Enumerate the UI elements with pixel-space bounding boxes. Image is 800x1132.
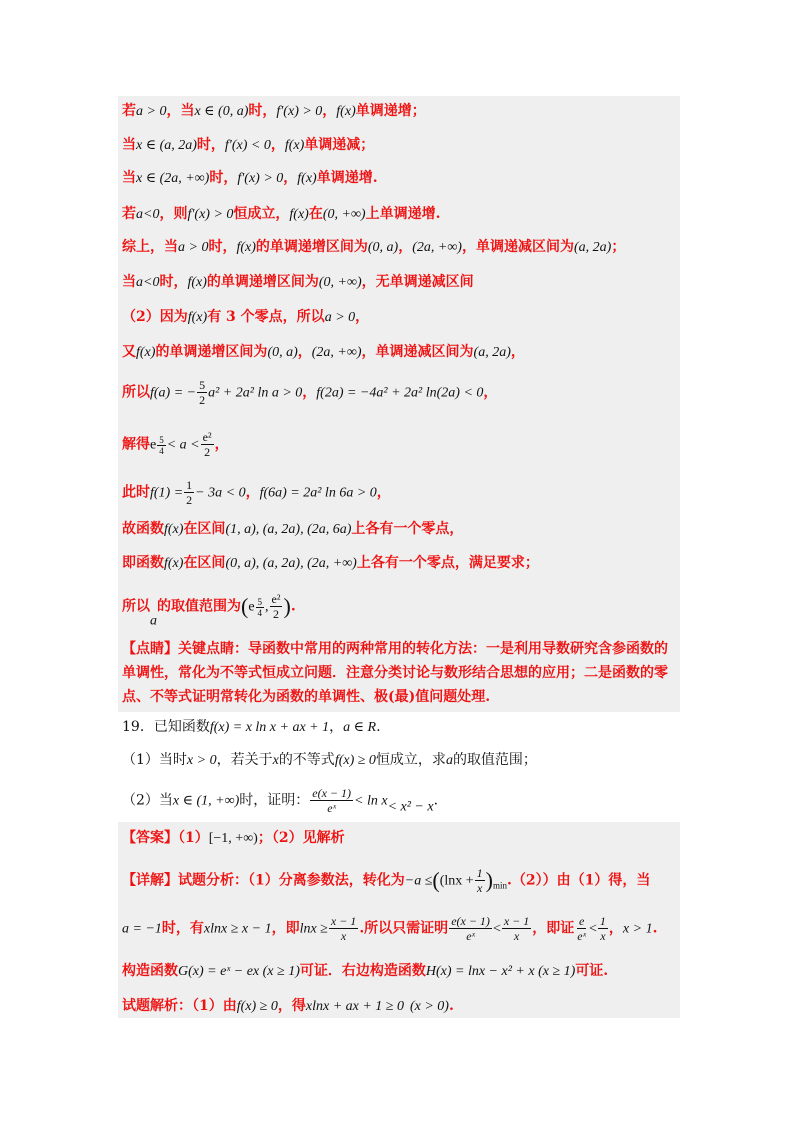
text: 的单调递增区间为 bbox=[206, 274, 319, 290]
text: 有 3 个零点，所以 bbox=[207, 309, 325, 325]
text: ， bbox=[376, 484, 391, 501]
math: a bbox=[150, 613, 157, 629]
detail-line-1 bbox=[122, 866, 650, 896]
text: ， bbox=[398, 239, 413, 255]
math: (0, a) bbox=[267, 345, 298, 360]
math: a<0 bbox=[136, 275, 160, 290]
math: x bbox=[272, 753, 279, 768]
text: 可证．右边构造函数 bbox=[299, 963, 426, 979]
text: 又 bbox=[122, 344, 136, 360]
fraction bbox=[575, 914, 588, 943]
math: (lnx + bbox=[439, 873, 474, 889]
denominator: eˣ bbox=[327, 801, 336, 815]
denominator: eˣ bbox=[466, 929, 475, 943]
solution-line-1 bbox=[122, 100, 426, 123]
text: 单调递增； bbox=[355, 103, 426, 119]
text: ，若关于 bbox=[216, 752, 273, 768]
paren-left: ( bbox=[241, 593, 249, 619]
math: f′(x) > 0 bbox=[276, 104, 323, 119]
text: 时， bbox=[196, 137, 225, 153]
text: 单调递减； bbox=[304, 137, 375, 153]
fraction bbox=[502, 914, 531, 943]
math: f(x) bbox=[187, 275, 207, 290]
solution-line-4 bbox=[122, 203, 440, 226]
denominator: 4 bbox=[257, 607, 263, 618]
fraction bbox=[598, 914, 608, 943]
text: ， bbox=[355, 309, 370, 325]
math: f(x) bbox=[289, 207, 309, 222]
math: a<0 bbox=[136, 207, 160, 222]
math: e bbox=[248, 599, 255, 615]
text: ，单调递减区间为 bbox=[361, 344, 474, 360]
exponent-fraction bbox=[256, 597, 265, 618]
math: < bbox=[492, 921, 501, 937]
numerator: 1 bbox=[599, 914, 606, 928]
text: 即函数 bbox=[122, 555, 164, 571]
denominator: 4 bbox=[159, 445, 164, 456]
math: x ∈ (a, 2a) bbox=[136, 138, 197, 153]
text: 综上，当 bbox=[122, 239, 178, 255]
text: ，则 bbox=[159, 206, 188, 222]
remark-line-2: 单调性，常化为不等式恒成立问题．注意分类讨论与数形结合思想的应用；二是函数的零 bbox=[122, 665, 668, 681]
math: x > 0 bbox=[186, 753, 217, 768]
math: H(x) = lnx − x² + x (x ≥ 1) bbox=[425, 964, 576, 979]
fraction bbox=[475, 866, 485, 895]
text: ；（2）见解析 bbox=[257, 830, 345, 846]
text: ， bbox=[283, 170, 298, 186]
text: ， bbox=[214, 436, 229, 453]
solution-line-6 bbox=[122, 271, 474, 294]
numerator: 5 bbox=[199, 378, 206, 392]
math: (2a, +∞) bbox=[311, 345, 362, 360]
math: f′(x) < 0 bbox=[224, 138, 271, 153]
remark-line-3: 点、不等式证明常转化为函数的单调性、极(最)值问题处理. bbox=[122, 689, 491, 705]
text: . bbox=[376, 719, 381, 735]
text: ， bbox=[302, 384, 317, 401]
text: 当 bbox=[122, 170, 136, 186]
math: f′(x) > 0 bbox=[187, 207, 234, 222]
math: f(x) bbox=[164, 522, 184, 537]
math: f(a) = − bbox=[150, 385, 197, 401]
math: −a ≤ bbox=[404, 873, 433, 889]
numerator: e² bbox=[271, 592, 281, 606]
text: 构造函数 bbox=[122, 963, 178, 979]
text: ，即 bbox=[271, 920, 300, 937]
numerator: e bbox=[578, 914, 585, 928]
solution-line-13 bbox=[122, 552, 539, 575]
math: x ∈ (0, a) bbox=[194, 104, 249, 119]
text: 上各有一个零点， bbox=[351, 521, 464, 537]
math: (0, a), (a, 2a), (2a, +∞) bbox=[225, 556, 357, 571]
solution-line-9 bbox=[122, 378, 497, 407]
numerator: x − 1 bbox=[330, 914, 357, 928]
text: ，无单调递减区间 bbox=[361, 274, 474, 290]
text: 上单调递增. bbox=[365, 206, 441, 222]
text: 的不等式 bbox=[278, 752, 335, 768]
math: f(x) bbox=[336, 104, 356, 119]
numerator: x − 1 bbox=[503, 914, 530, 928]
math: (2a, +∞) bbox=[412, 240, 462, 255]
math: < a < bbox=[166, 437, 200, 453]
denominator: x bbox=[477, 881, 483, 895]
text: ， bbox=[270, 137, 285, 153]
math: [−1, +∞) bbox=[208, 831, 258, 846]
math: (0, +∞) bbox=[322, 207, 366, 222]
numerator: 5 bbox=[159, 434, 164, 445]
text: 故函数 bbox=[122, 521, 164, 537]
math: f(x) bbox=[164, 556, 184, 571]
text: 在区间 bbox=[183, 555, 226, 571]
text: （1）当时 bbox=[122, 752, 187, 768]
paren-right: ) bbox=[283, 593, 291, 619]
math: (x > 0) bbox=[409, 999, 449, 1014]
fraction bbox=[201, 430, 214, 459]
text: 时， bbox=[208, 239, 237, 255]
denominator: x bbox=[600, 929, 606, 943]
text: . bbox=[652, 920, 658, 937]
math: f(2a) = −4a² + 2a² ln(2a) < 0 bbox=[316, 385, 484, 401]
text: 的单调递增区间为 bbox=[155, 344, 268, 360]
math: (a, 2a) bbox=[473, 345, 511, 360]
math: − 3a < 0 bbox=[195, 485, 246, 501]
text: 若 bbox=[122, 206, 136, 222]
math: f(x) bbox=[284, 138, 305, 153]
math: < ln x bbox=[354, 793, 388, 809]
paren-right: ) bbox=[485, 867, 493, 893]
fraction bbox=[184, 478, 194, 507]
text: 时， bbox=[209, 170, 238, 186]
fraction bbox=[197, 378, 207, 407]
solution-line-7 bbox=[122, 306, 369, 329]
denominator: x bbox=[513, 929, 520, 943]
text: 单调递增. bbox=[316, 170, 378, 186]
text: （2）当 bbox=[122, 792, 173, 809]
detail-line-2 bbox=[122, 914, 657, 943]
paren-left: ( bbox=[432, 867, 440, 893]
math: x ∈ (2a, +∞) bbox=[136, 171, 210, 186]
math: a > 0 bbox=[324, 310, 356, 325]
denominator: 2 bbox=[204, 445, 211, 459]
math: f(1) = bbox=[150, 485, 184, 501]
text: ， bbox=[483, 384, 498, 401]
math: (0, a) bbox=[367, 240, 399, 255]
text: ， bbox=[510, 344, 525, 360]
numerator: 1 bbox=[186, 478, 193, 492]
solution-line-14 bbox=[122, 592, 296, 633]
text: 试题解析：（1）由 bbox=[122, 998, 237, 1014]
solution-line-8 bbox=[122, 341, 525, 364]
math: lnx ≥ bbox=[299, 921, 328, 937]
solution-line-12 bbox=[122, 518, 463, 541]
math: (1, a), (a, 2a), (2a, 6a) bbox=[225, 522, 352, 537]
denominator: 2 bbox=[186, 493, 193, 507]
math: a ∈ R bbox=[343, 720, 377, 735]
math: x > 1 bbox=[622, 921, 653, 937]
text: 恒成立，求 bbox=[375, 752, 446, 768]
text: . bbox=[290, 598, 296, 615]
denominator: eˣ bbox=[577, 929, 586, 943]
question-part-2 bbox=[122, 786, 438, 819]
math: x ∈ (1, +∞) bbox=[172, 793, 240, 809]
fraction bbox=[329, 914, 358, 943]
subscript: min bbox=[493, 880, 508, 891]
solution-line-3 bbox=[122, 167, 378, 190]
math: f(x) ≥ 0 bbox=[236, 999, 278, 1014]
text: ， bbox=[608, 920, 623, 937]
remark-line-1: 【点睛】关键点睛：导函数中常用的两种常用的转化方法：一是利用导数研究含参函数的 bbox=[122, 641, 668, 657]
math: a = −1 bbox=[122, 921, 162, 937]
text: 当 bbox=[122, 274, 136, 290]
math: < bbox=[589, 921, 597, 937]
text: ， bbox=[245, 484, 260, 501]
math: f′(x) > 0 bbox=[237, 171, 284, 186]
math: a bbox=[445, 753, 453, 768]
text: 时，有 bbox=[161, 920, 204, 937]
text: 所以 bbox=[122, 384, 150, 401]
math: e bbox=[150, 437, 157, 453]
numerator: e² bbox=[202, 430, 212, 444]
numerator: 1 bbox=[476, 866, 483, 880]
math: f(x) bbox=[236, 240, 256, 255]
numerator: e(x − 1) bbox=[451, 914, 490, 928]
text: . bbox=[433, 792, 439, 809]
answer-line bbox=[122, 827, 345, 850]
text: ， bbox=[322, 103, 337, 119]
math: f(x) bbox=[187, 310, 208, 325]
text: 【详解】试题分析：（1）分离参数法，转化为 bbox=[122, 872, 405, 889]
fraction bbox=[270, 592, 283, 621]
math: f(x) = x ln x + ax + 1 bbox=[209, 720, 330, 735]
solution-line-2 bbox=[122, 134, 374, 157]
text: 在 bbox=[308, 206, 323, 222]
text: ，当 bbox=[166, 103, 195, 119]
math: , bbox=[265, 599, 269, 615]
text: 在区间 bbox=[183, 521, 226, 537]
text: ， bbox=[297, 344, 312, 360]
text: ，单调递减区间为 bbox=[461, 239, 574, 255]
math: a² + 2a² ln a > 0 bbox=[208, 385, 303, 401]
text: ，即证 bbox=[532, 920, 575, 937]
construct-line bbox=[122, 960, 608, 983]
solution-analysis-line bbox=[122, 995, 454, 1018]
denominator: 2 bbox=[199, 393, 206, 407]
text: 当 bbox=[122, 137, 136, 153]
text: （2）因为 bbox=[122, 309, 188, 325]
text: 19．已知函数 bbox=[122, 719, 210, 735]
solution-line-5 bbox=[122, 236, 625, 259]
math: xlnx ≥ x − 1 bbox=[203, 921, 272, 937]
text: 若 bbox=[122, 103, 136, 119]
text: 可证. bbox=[575, 963, 609, 979]
text: 时， bbox=[159, 274, 188, 290]
math: < x² − x bbox=[387, 799, 434, 815]
text: 解得 bbox=[122, 436, 150, 453]
fraction bbox=[310, 786, 353, 815]
text: 的取值范围； bbox=[452, 752, 537, 768]
text: 上各有一个零点，满足要求； bbox=[356, 555, 539, 571]
math: xlnx + ax + 1 ≥ 0 bbox=[305, 999, 404, 1014]
numerator: 5 bbox=[257, 596, 263, 607]
math: a > 0 bbox=[136, 104, 167, 119]
math: f(x) ≥ 0 bbox=[334, 753, 376, 768]
text: 【答案】（1） bbox=[122, 830, 209, 846]
math: f(x) bbox=[297, 171, 317, 186]
text: 的取值范围为 bbox=[157, 598, 241, 615]
denominator: x bbox=[340, 929, 347, 943]
text: 恒成立， bbox=[233, 206, 290, 222]
math: (a, 2a) bbox=[573, 240, 612, 255]
solution-line-11 bbox=[122, 478, 391, 507]
math: (0, +∞) bbox=[318, 275, 362, 290]
numerator: e(x − 1) bbox=[312, 786, 352, 800]
denominator: 2 bbox=[273, 607, 280, 621]
math: f(x) bbox=[136, 345, 156, 360]
math: a > 0 bbox=[178, 240, 209, 255]
text: ； bbox=[611, 239, 626, 255]
text: ，得 bbox=[277, 998, 306, 1014]
text: .（2））由（1）得，当 bbox=[507, 872, 651, 889]
math: G(x) = eˣ − ex (x ≥ 1) bbox=[178, 964, 300, 979]
question-part-1 bbox=[122, 749, 537, 772]
solution-line-10 bbox=[122, 430, 229, 459]
text: 此时 bbox=[122, 484, 150, 501]
fraction bbox=[449, 914, 492, 943]
text: 时，证明： bbox=[239, 792, 310, 809]
math: f(6a) = 2a² ln 6a > 0 bbox=[259, 485, 377, 501]
text: .所以只需证明 bbox=[359, 920, 449, 937]
exponent-fraction bbox=[157, 435, 166, 456]
text: 所以 bbox=[122, 598, 150, 615]
text: 的单调递增区间为 bbox=[255, 239, 368, 255]
question-title bbox=[122, 716, 381, 739]
text: ， bbox=[329, 719, 344, 735]
text: . bbox=[448, 998, 454, 1014]
text: 时， bbox=[248, 103, 277, 119]
